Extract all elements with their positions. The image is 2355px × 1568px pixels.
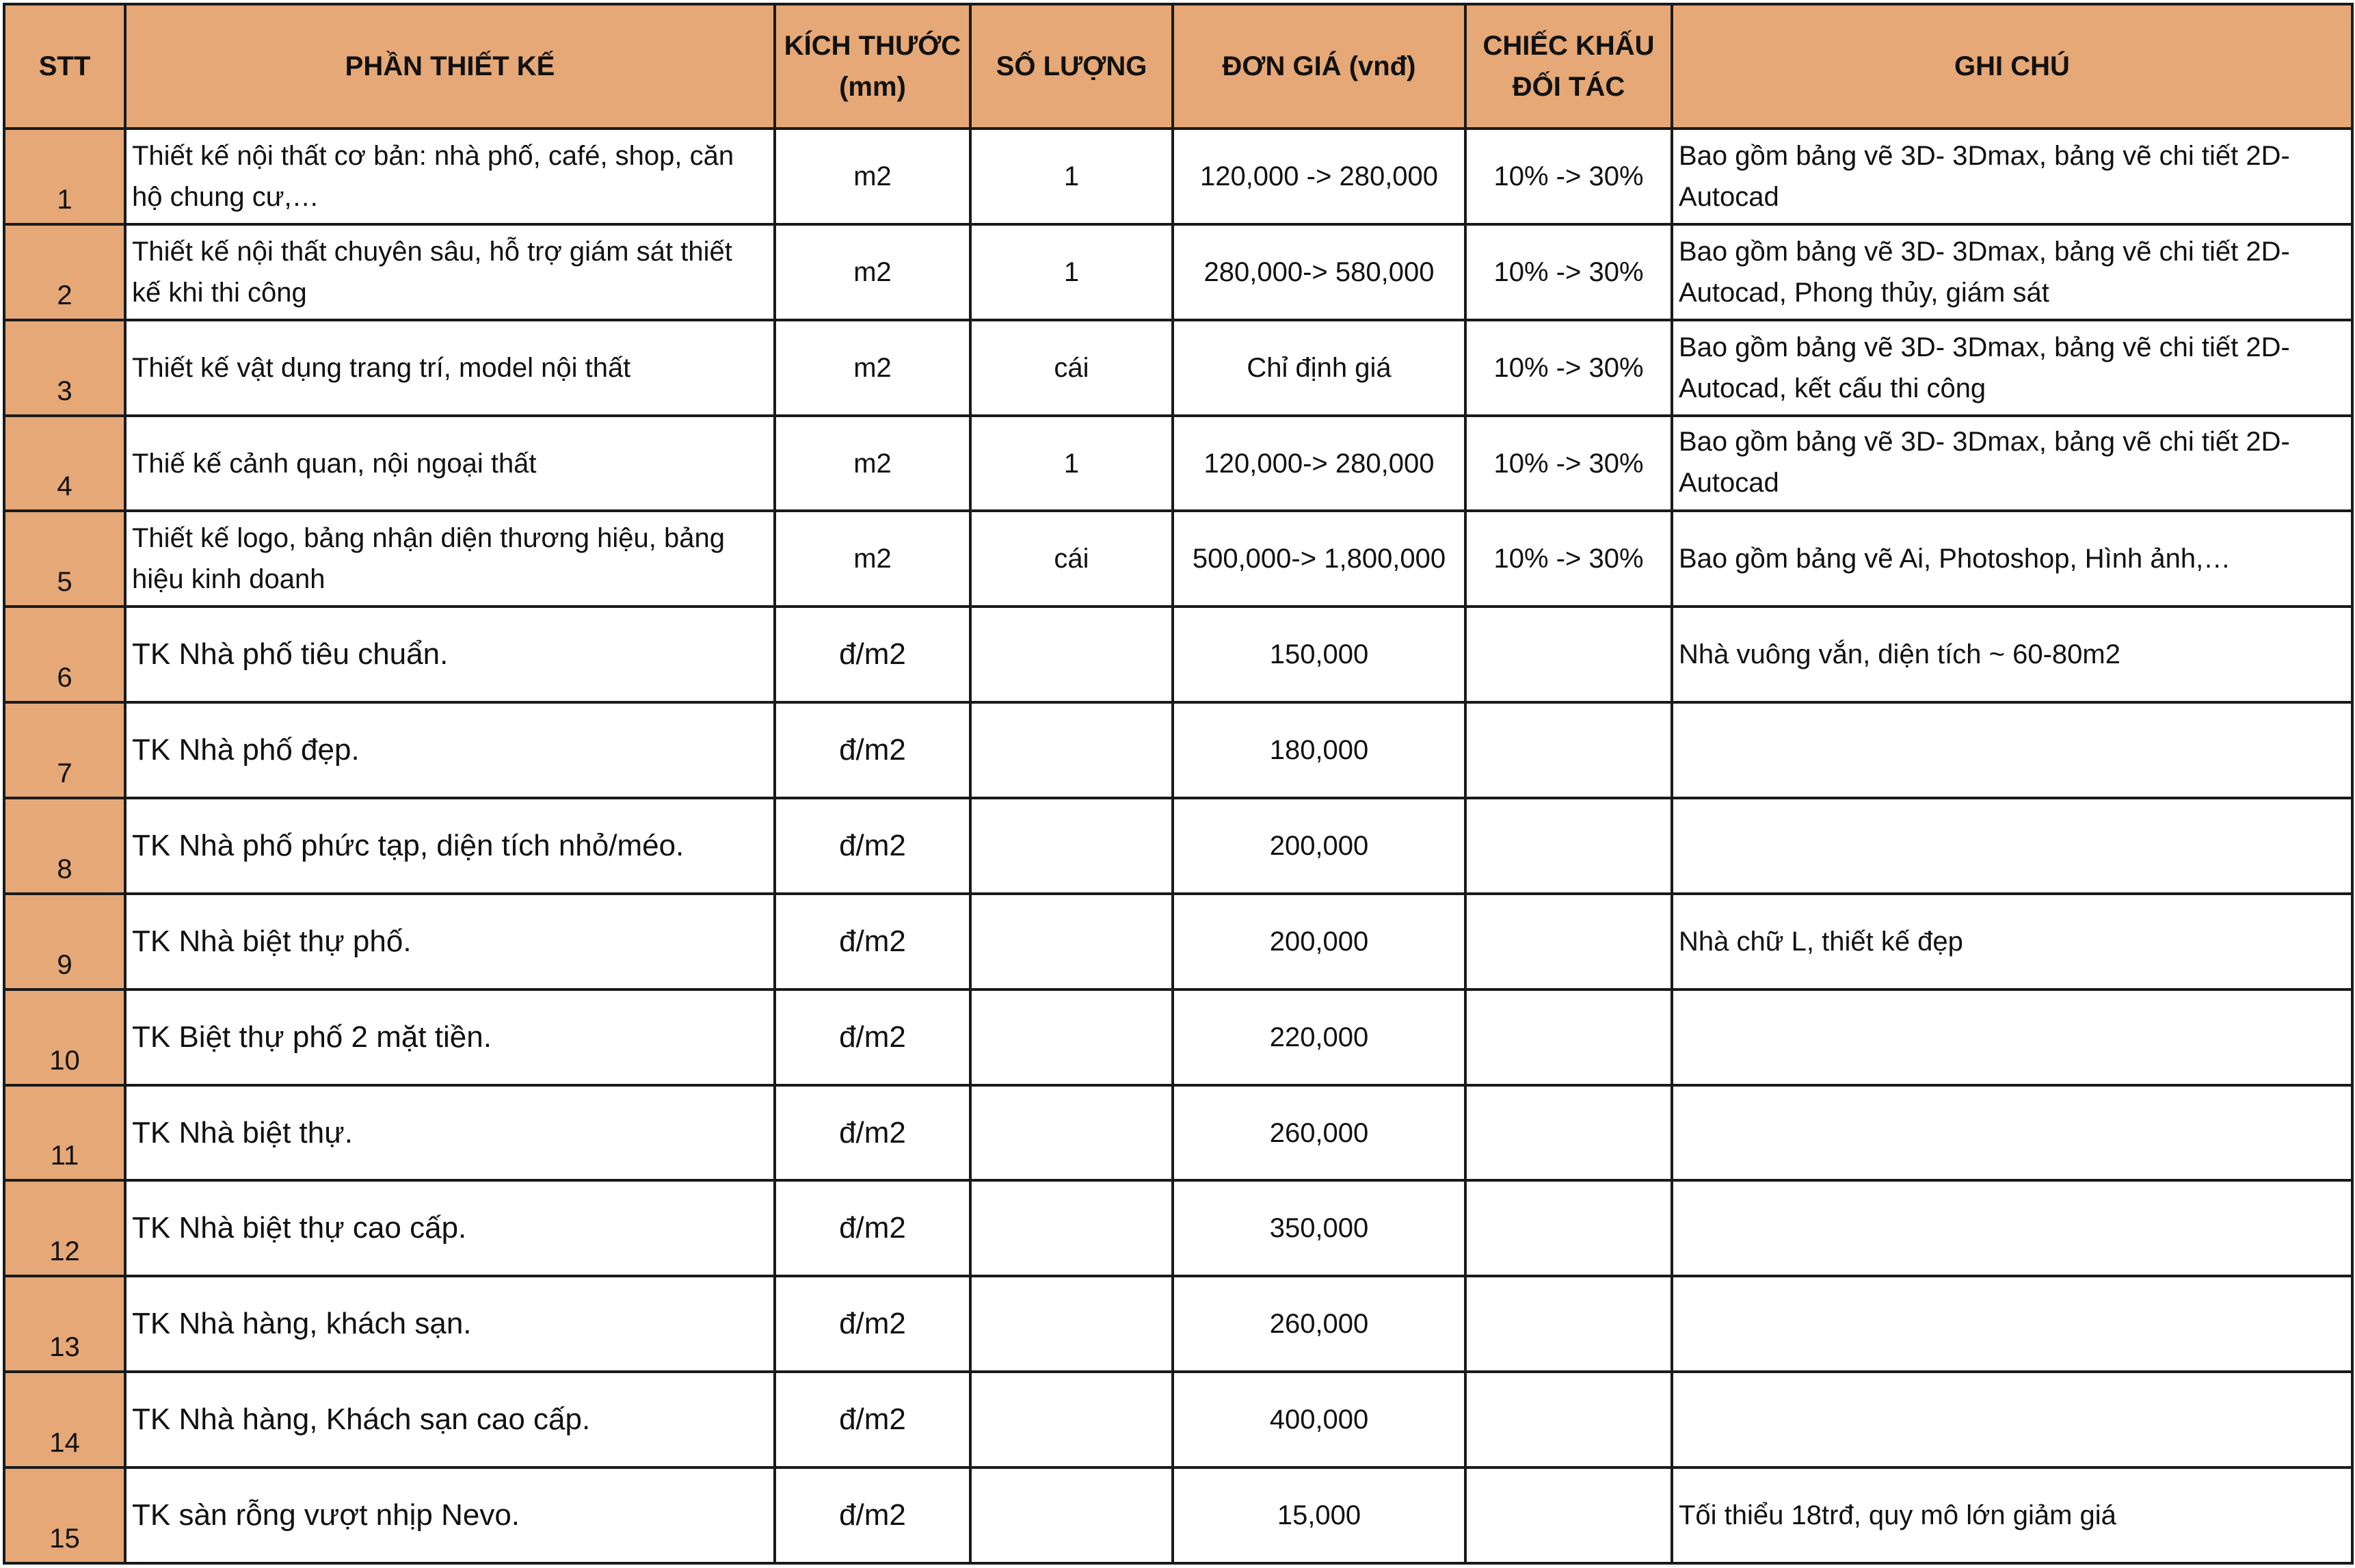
unit-price-cell[interactable]: 15,000 bbox=[1173, 1467, 1465, 1563]
note-cell[interactable]: Bao gồm bảng vẽ 3D- 3Dmax, bảng vẽ chi tiết 2D-Autocad bbox=[1672, 129, 2352, 224]
stt-cell[interactable]: 9 bbox=[4, 894, 125, 989]
stt-cell[interactable]: 5 bbox=[4, 511, 125, 607]
stt-cell[interactable]: 3 bbox=[4, 320, 125, 416]
stt-cell[interactable]: 10 bbox=[4, 989, 125, 1085]
unit-price-cell[interactable]: 260,000 bbox=[1173, 1276, 1465, 1372]
size-cell[interactable]: đ/m2 bbox=[775, 1372, 970, 1467]
note-cell[interactable] bbox=[1672, 1180, 2352, 1276]
size-cell[interactable]: đ/m2 bbox=[775, 1085, 970, 1181]
discount-cell[interactable] bbox=[1465, 1372, 1672, 1467]
unit-price-cell[interactable]: 260,000 bbox=[1173, 1085, 1465, 1181]
discount-cell[interactable] bbox=[1465, 702, 1672, 798]
size-cell[interactable]: m2 bbox=[775, 129, 970, 224]
design-part-cell[interactable]: TK Nhà biệt thự cao cấp. bbox=[125, 1180, 775, 1276]
size-cell[interactable]: m2 bbox=[775, 320, 970, 416]
stt-cell[interactable]: 15 bbox=[4, 1467, 125, 1563]
discount-cell[interactable] bbox=[1465, 1180, 1672, 1276]
header-size[interactable] bbox=[775, 4, 970, 129]
note-cell[interactable] bbox=[1672, 1276, 2352, 1372]
quantity-cell[interactable]: cái bbox=[970, 511, 1173, 607]
header-unit-price[interactable]: ĐƠN GIÁ (vnđ) bbox=[1173, 4, 1465, 129]
stt-cell[interactable]: 12 bbox=[4, 1180, 125, 1276]
table-row bbox=[4, 416, 2352, 511]
table-row bbox=[4, 1085, 2352, 1181]
note-cell[interactable]: Bao gồm bảng vẽ 3D- 3Dmax, bảng vẽ chi tiết 2D-Autocad, Phong thủy, giám sát bbox=[1672, 224, 2352, 320]
discount-cell[interactable] bbox=[1465, 989, 1672, 1085]
design-part-cell[interactable]: TK Nhà phố tiêu chuẩn. bbox=[125, 607, 775, 702]
header-design-part[interactable]: PHẦN THIẾT KẾ bbox=[125, 4, 775, 129]
size-cell[interactable]: m2 bbox=[775, 511, 970, 607]
discount-cell[interactable]: 10% -> 30% bbox=[1465, 320, 1672, 416]
discount-cell[interactable]: 10% -> 30% bbox=[1465, 224, 1672, 320]
table-row bbox=[4, 607, 2352, 702]
note-cell[interactable] bbox=[1672, 1085, 2352, 1181]
table-row bbox=[4, 1372, 2352, 1467]
stt-cell[interactable]: 2 bbox=[4, 224, 125, 320]
note-cell[interactable]: Nhà vuông vắn, diện tích ~ 60-80m2 bbox=[1672, 607, 2352, 702]
design-part-cell[interactable]: Thiết kế logo, bảng nhận diện thương hiệu, bảng hiệu kinh doanh bbox=[125, 511, 775, 607]
note-cell[interactable] bbox=[1672, 702, 2352, 798]
design-part-cell[interactable]: Thiết kế nội thất chuyên sâu, hỗ trợ giám sát thiết kế khi thi công bbox=[125, 224, 775, 320]
header-row bbox=[4, 4, 2352, 129]
size-cell[interactable]: đ/m2 bbox=[775, 702, 970, 798]
discount-cell[interactable] bbox=[1465, 894, 1672, 989]
quantity-cell[interactable] bbox=[970, 1180, 1173, 1276]
header-discount[interactable] bbox=[1465, 4, 1672, 129]
note-cell[interactable] bbox=[1672, 989, 2352, 1085]
header-discount-line2: ĐỐI TÁC bbox=[1512, 72, 1625, 102]
header-quantity[interactable]: SỐ LƯỢNG bbox=[970, 4, 1173, 129]
table-row bbox=[4, 224, 2352, 320]
discount-cell[interactable]: 10% -> 30% bbox=[1465, 511, 1672, 607]
note-cell[interactable]: Bao gồm bảng vẽ 3D- 3Dmax, bảng vẽ chi tiết 2D-Autocad bbox=[1672, 416, 2352, 511]
table-row bbox=[4, 702, 2352, 798]
stt-cell[interactable]: 1 bbox=[4, 129, 125, 224]
discount-cell[interactable] bbox=[1465, 1085, 1672, 1181]
note-cell[interactable]: Bao gồm bảng vẽ Ai, Photoshop, Hình ảnh,… bbox=[1672, 511, 2352, 607]
unit-price-cell[interactable]: 280,000-> 580,000 bbox=[1173, 224, 1465, 320]
design-part-cell[interactable]: TK Nhà biệt thự. bbox=[125, 1085, 775, 1181]
header-size-line1: KÍCH THƯỚC bbox=[784, 31, 961, 61]
unit-price-cell[interactable]: 400,000 bbox=[1173, 1372, 1465, 1467]
quantity-cell[interactable] bbox=[970, 1372, 1173, 1467]
quantity-cell[interactable]: cái bbox=[970, 320, 1173, 416]
header-note[interactable]: GHI CHÚ bbox=[1672, 4, 2352, 129]
design-part-cell[interactable]: TK sàn rỗng vượt nhịp Nevo. bbox=[125, 1467, 775, 1563]
table-row bbox=[4, 1276, 2352, 1372]
size-cell[interactable]: đ/m2 bbox=[775, 1180, 970, 1276]
quantity-cell[interactable] bbox=[970, 1467, 1173, 1563]
unit-price-cell[interactable]: 150,000 bbox=[1173, 607, 1465, 702]
size-cell[interactable]: đ/m2 bbox=[775, 1467, 970, 1563]
unit-price-cell[interactable]: 200,000 bbox=[1173, 798, 1465, 894]
header-size-line2: (mm) bbox=[839, 72, 906, 102]
size-cell[interactable]: đ/m2 bbox=[775, 607, 970, 702]
size-cell[interactable]: đ/m2 bbox=[775, 894, 970, 989]
table-row bbox=[4, 129, 2352, 224]
table-row bbox=[4, 511, 2352, 607]
design-part-cell[interactable]: Thiết kế vật dụng trang trí, model nội thất bbox=[125, 320, 775, 416]
table-row bbox=[4, 989, 2352, 1085]
table-row bbox=[4, 320, 2352, 416]
quantity-cell[interactable] bbox=[970, 989, 1173, 1085]
header-stt[interactable]: STT bbox=[4, 4, 125, 129]
stt-cell[interactable]: 11 bbox=[4, 1085, 125, 1181]
quantity-cell[interactable] bbox=[970, 607, 1173, 702]
quantity-cell[interactable]: 1 bbox=[970, 224, 1173, 320]
design-part-cell[interactable]: Thiế kế cảnh quan, nội ngoại thất bbox=[125, 416, 775, 511]
unit-price-cell[interactable]: 180,000 bbox=[1173, 702, 1465, 798]
note-cell[interactable]: Bao gồm bảng vẽ 3D- 3Dmax, bảng vẽ chi tiết 2D-Autocad, kết cấu thi công bbox=[1672, 320, 2352, 416]
quantity-cell[interactable] bbox=[970, 1085, 1173, 1181]
design-part-cell[interactable]: TK Nhà hàng, khách sạn. bbox=[125, 1276, 775, 1372]
unit-price-cell[interactable]: 500,000-> 1,800,000 bbox=[1173, 511, 1465, 607]
design-part-cell[interactable]: TK Biệt thự phố 2 mặt tiền. bbox=[125, 989, 775, 1085]
size-cell[interactable]: m2 bbox=[775, 416, 970, 511]
discount-cell[interactable]: 10% -> 30% bbox=[1465, 129, 1672, 224]
discount-cell[interactable] bbox=[1465, 607, 1672, 702]
design-part-cell[interactable]: Thiết kế nội thất cơ bản: nhà phố, café, shop, căn hộ chung cư,… bbox=[125, 129, 775, 224]
design-part-cell[interactable]: TK Nhà phố phức tạp, diện tích nhỏ/méo. bbox=[125, 798, 775, 894]
stt-cell[interactable]: 4 bbox=[4, 416, 125, 511]
quantity-cell[interactable] bbox=[970, 894, 1173, 989]
spreadsheet-sheet bbox=[3, 3, 2351, 1565]
unit-price-cell[interactable]: 350,000 bbox=[1173, 1180, 1465, 1276]
stt-cell[interactable]: 7 bbox=[4, 702, 125, 798]
unit-price-cell[interactable]: 120,000 -> 280,000 bbox=[1173, 129, 1465, 224]
unit-price-cell[interactable]: 200,000 bbox=[1173, 894, 1465, 989]
design-price-table bbox=[3, 3, 2354, 1565]
unit-price-cell[interactable]: 120,000-> 280,000 bbox=[1173, 416, 1465, 511]
size-cell[interactable]: đ/m2 bbox=[775, 798, 970, 894]
table-row bbox=[4, 1467, 2352, 1563]
design-part-cell[interactable]: TK Nhà hàng, Khách sạn cao cấp. bbox=[125, 1372, 775, 1467]
quantity-cell[interactable] bbox=[970, 702, 1173, 798]
quantity-cell[interactable]: 1 bbox=[970, 416, 1173, 511]
note-cell[interactable] bbox=[1672, 798, 2352, 894]
quantity-cell[interactable] bbox=[970, 798, 1173, 894]
design-part-cell[interactable]: TK Nhà phố đẹp. bbox=[125, 702, 775, 798]
size-cell[interactable]: đ/m2 bbox=[775, 1276, 970, 1372]
unit-price-cell[interactable]: Chỉ định giá bbox=[1173, 320, 1465, 416]
note-cell[interactable]: Nhà chữ L, thiết kế đẹp bbox=[1672, 894, 2352, 989]
stt-cell[interactable]: 13 bbox=[4, 1276, 125, 1372]
note-cell[interactable]: Tối thiểu 18trđ, quy mô lớn giảm giá bbox=[1672, 1467, 2352, 1563]
quantity-cell[interactable]: 1 bbox=[970, 129, 1173, 224]
quantity-cell[interactable] bbox=[970, 1276, 1173, 1372]
stt-cell[interactable]: 14 bbox=[4, 1372, 125, 1467]
size-cell[interactable]: đ/m2 bbox=[775, 989, 970, 1085]
unit-price-cell[interactable]: 220,000 bbox=[1173, 989, 1465, 1085]
discount-cell[interactable] bbox=[1465, 1467, 1672, 1563]
stt-cell[interactable]: 8 bbox=[4, 798, 125, 894]
table-row bbox=[4, 1180, 2352, 1276]
stt-cell[interactable]: 6 bbox=[4, 607, 125, 702]
discount-cell[interactable]: 10% -> 30% bbox=[1465, 416, 1672, 511]
note-cell[interactable] bbox=[1672, 1372, 2352, 1467]
header-discount-line1: CHIẾC KHẤU bbox=[1482, 31, 1655, 61]
size-cell[interactable]: m2 bbox=[775, 224, 970, 320]
design-part-cell[interactable]: TK Nhà biệt thự phố. bbox=[125, 894, 775, 989]
discount-cell[interactable] bbox=[1465, 798, 1672, 894]
table-row bbox=[4, 798, 2352, 894]
discount-cell[interactable] bbox=[1465, 1276, 1672, 1372]
table-row bbox=[4, 894, 2352, 989]
